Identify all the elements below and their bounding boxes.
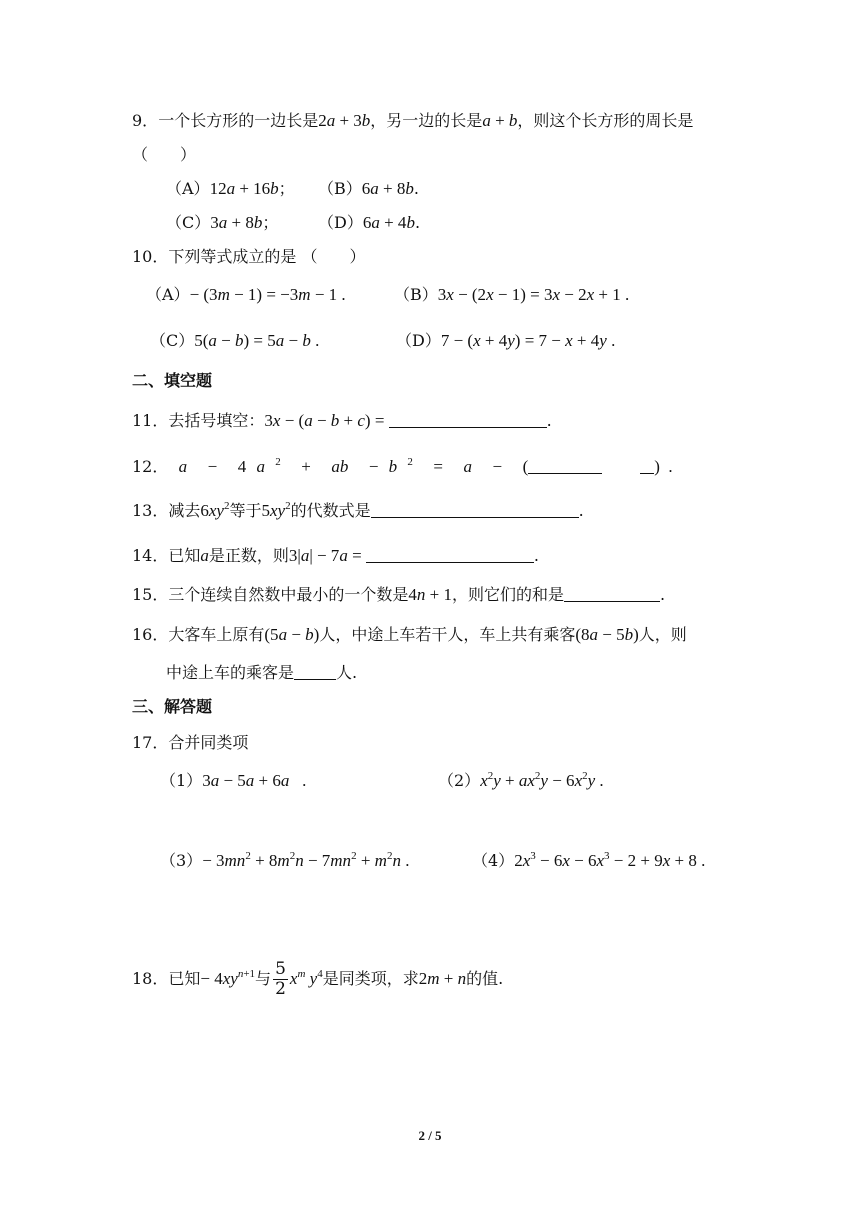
question-16-cont: 中途上车的乘客是 人. [166,663,358,682]
sub-question-4: $(4)2x^3 - 6x - 6x^3 - 2 + 9x + 8$ . [472,850,706,870]
answer-blank [564,585,660,602]
question-13: 13．减去$6xy^2$等于$5xy^2$的代数式是 . [132,500,584,520]
choice-a: （A）− (3m − 1) = −3m − 1 . [146,285,346,304]
answer-blank [294,663,336,680]
question-number: 16． [132,625,169,644]
question-11: 11．去括号填空：3x − (a − b + c) = . [132,411,552,430]
answer-blank [389,411,547,428]
answer-blank [371,501,579,518]
choice-b: （B）6a + 8b. [318,179,419,198]
fraction: $\frac{5}{2}$ [275,959,286,999]
answer-paren: （ ） [132,145,197,164]
question-number: 14． [132,546,169,565]
question-10: 10．下列等式成立的是 （ ） [132,247,366,266]
sub-question-1: （1）3a − 5a + 6a . [160,771,307,790]
question-number: 18． [132,969,169,988]
choice-c: （C）5(a − b) = 5a − b . [150,331,320,350]
question-number: 13． [132,501,169,520]
choice-d: （D）7 − (x + 4y) = 7 − x + 4y . [396,331,616,350]
question-9: 9．一个长方形的一边长是2a + 3b，另一边的长是a + b，则这个长方形的周长是 [132,111,694,130]
section-heading: 三、解答题 [132,697,213,716]
section-heading: 二、填空题 [132,371,213,390]
math-expression: a + b [482,111,518,130]
choice-b: （B）3x − (2x − 1) = 3x − 2x + 1 . [394,285,630,304]
choice-d: （D）6a + 4b. [318,213,421,232]
choice-c: （C）3a + 8b； [166,213,279,232]
question-number: 9． [132,111,159,130]
question-16: 16．大客车上原有(5a − b)人，中途上车若干人，车上共有乘客(8a − 5b)人，则 [132,625,687,644]
page-number: 2 / 5 [418,1128,442,1143]
question-18: 18．已知− $4xy^{n+1}$与 $\frac{5}{2}$ $x^m$ $y^4$是同类项，求2m + n的值. [132,959,504,999]
question-number: 10． [132,247,169,266]
question-number: 15． [132,585,169,604]
question-number: 11． [132,411,169,430]
question-14: 14．已知a是正数，则3|a| − 7a = . [132,546,539,565]
answer-blank [366,546,534,563]
sub-question-3: $(3)- 3mn^2 + 8m^2n - 7mn^2 + m^2n$ . [160,850,410,870]
question-number: 12． [132,457,169,476]
answer-blank [528,457,602,474]
math-expression: 2a + 3b [318,111,371,130]
choice-a: （A）12a + 16b； [166,179,295,198]
question-15: 15．三个连续自然数中最小的一个数是4n + 1，则它们的和是 . [132,585,666,604]
question-number: 17． [132,733,169,752]
sub-question-2: $(2)x^2y + ax^2y - 6x^2y$ . [438,770,604,790]
answer-blank [640,457,654,474]
question-12: 12． a − 4 a $^2$ + ab − b $^2$ = a − ( ) . [132,456,673,476]
question-17: 17．合并同类项 [132,733,249,752]
